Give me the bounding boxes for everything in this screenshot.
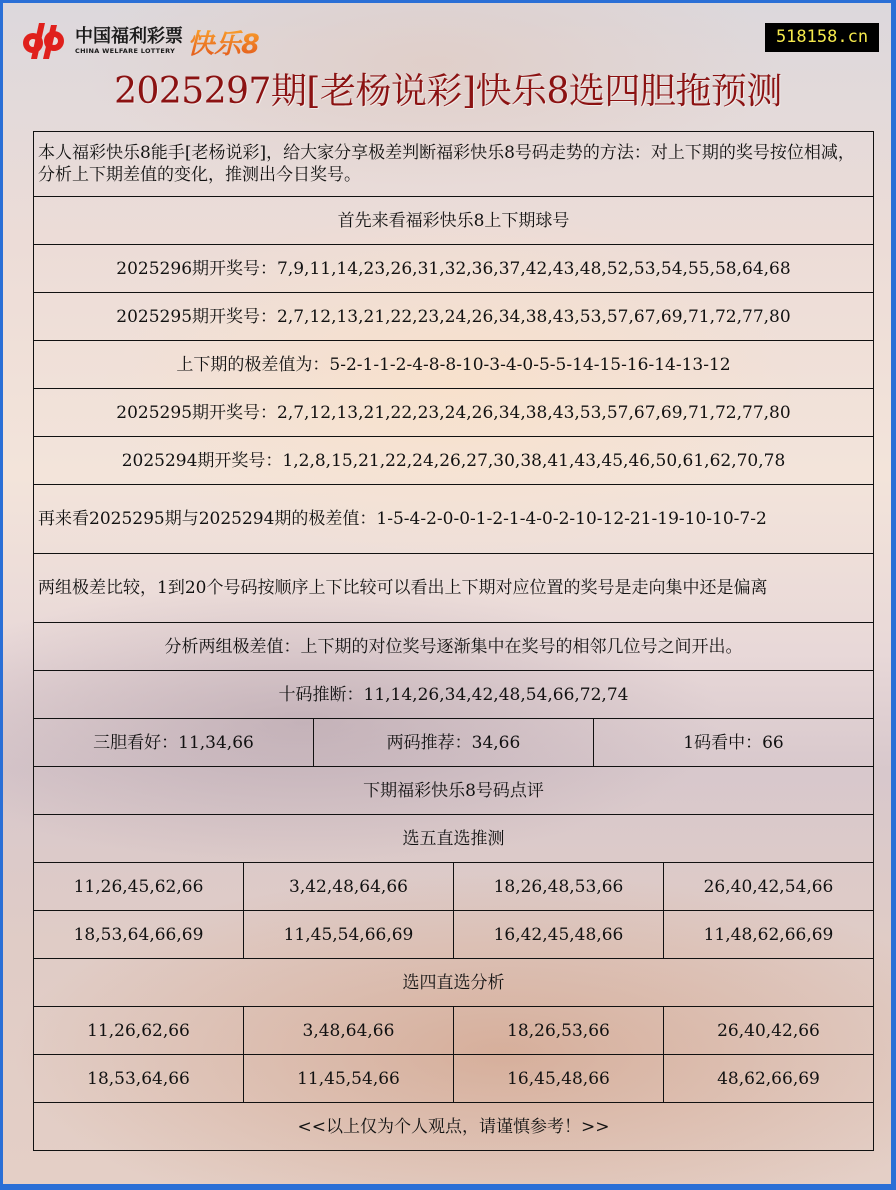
pick5-cell: 26,40,42,54,66 <box>663 863 873 911</box>
cwl-logo-icon <box>21 21 67 61</box>
draw-result-2025296: 2025296期开奖号：7,9,11,14,23,26,31,32,36,37,42,43,48,52,53,54,55,58,64,68 <box>34 245 874 293</box>
site-badge[interactable]: 518158.cn <box>765 23 879 52</box>
table-row <box>34 245 874 293</box>
prediction-table <box>33 131 874 1151</box>
table-row <box>34 719 874 767</box>
range-diff-1: 上下期的极差值为：5-2-1-1-2-4-8-8-10-3-4-0-5-5-14-15-16-14-13-12 <box>34 341 874 389</box>
pick5-cell: 11,48,62,66,69 <box>663 911 873 959</box>
page-frame <box>3 3 891 1184</box>
pick4-title: 选四直选分析 <box>34 959 874 1007</box>
table-row <box>34 911 874 959</box>
table-row <box>34 623 874 671</box>
pick4-cell: 48,62,66,69 <box>663 1055 873 1103</box>
table-row <box>34 1055 874 1103</box>
pick4-cell: 11,45,54,66 <box>244 1055 454 1103</box>
table-row <box>34 341 874 389</box>
table-row <box>34 437 874 485</box>
pick5-cell: 11,26,45,62,66 <box>34 863 244 911</box>
pick5-cell: 18,53,64,66,69 <box>34 911 244 959</box>
pick5-cell: 16,42,45,48,66 <box>453 911 663 959</box>
page-title: 2025297期[老杨说彩]快乐8选四胆拖预测 <box>114 71 782 112</box>
analysis-text: 分析两组极差值：上下期的对位奖号逐渐集中在奖号的相邻几位号之间开出。 <box>34 623 874 671</box>
intro-text: 本人福彩快乐8能手[老杨说彩]，给大家分享极差判断福彩快乐8号码走势的方法：对上下期的奖号按位相减，分析上下期差值的变化，推测出今日奖号。 <box>34 132 874 197</box>
table-row <box>34 767 874 815</box>
table-row <box>34 554 874 623</box>
table-row <box>34 815 874 863</box>
table-row <box>34 959 874 1007</box>
table-row <box>34 197 874 245</box>
table-row <box>34 293 874 341</box>
table-row <box>34 132 874 197</box>
ten-code-prediction: 十码推断：11,14,26,34,42,48,54,66,72,74 <box>34 671 874 719</box>
pick5-cell: 3,42,48,64,66 <box>244 863 454 911</box>
disclaimer: <<以上仅为个人观点，请谨慎参考！>> <box>34 1103 874 1151</box>
pick4-cell: 26,40,42,66 <box>663 1007 873 1055</box>
three-dan-pick: 三胆看好：11,34,66 <box>34 719 314 767</box>
pick4-cell: 16,45,48,66 <box>453 1055 663 1103</box>
table-row <box>34 389 874 437</box>
pick4-cell: 3,48,64,66 <box>244 1007 454 1055</box>
pick5-cell: 11,45,54,66,69 <box>244 911 454 959</box>
section-title: 首先来看福彩快乐8上下期球号 <box>34 197 874 245</box>
pick5-cell: 18,26,48,53,66 <box>453 863 663 911</box>
compare-text: 两组极差比较，1到20个号码按顺序上下比较可以看出上下期对应位置的奖号是走向集中还是偏离 <box>34 554 874 623</box>
draw-result-2025295: 2025295期开奖号：2,7,12,13,21,22,23,24,26,34,38,43,53,57,67,69,71,72,77,80 <box>34 389 874 437</box>
review-title: 下期福彩快乐8号码点评 <box>34 767 874 815</box>
draw-result-2025294: 2025294期开奖号：1,2,8,15,21,22,24,26,27,30,38,41,43,45,46,50,61,62,70,78 <box>34 437 874 485</box>
pick4-cell: 18,53,64,66 <box>34 1055 244 1103</box>
china-welfare-lottery-logo <box>21 21 260 61</box>
table-row <box>34 1007 874 1055</box>
pick4-cell: 11,26,62,66 <box>34 1007 244 1055</box>
table-row <box>34 863 874 911</box>
logo-chinese-name: 中国福利彩票 <box>75 26 183 47</box>
pick5-title: 选五直选推测 <box>34 815 874 863</box>
table-row <box>34 1103 874 1151</box>
pick4-cell: 18,26,53,66 <box>453 1007 663 1055</box>
one-code-pick: 1码看中：66 <box>594 719 874 767</box>
range-diff-2: 再来看2025295期与2025294期的极差值：1-5-4-2-0-0-1-2-1-4-0-2-10-12-21-19-10-10-7-2 <box>34 485 874 554</box>
table-row <box>34 671 874 719</box>
table-row <box>34 485 874 554</box>
two-code-pick: 两码推荐：34,66 <box>313 719 593 767</box>
draw-result-2025295: 2025295期开奖号：2,7,12,13,21,22,23,24,26,34,38,43,53,57,67,69,71,72,77,80 <box>34 293 874 341</box>
logo-english-name: CHINA WELFARE LOTTERY <box>75 47 176 55</box>
logo-game-name: 快乐8 <box>187 22 260 61</box>
